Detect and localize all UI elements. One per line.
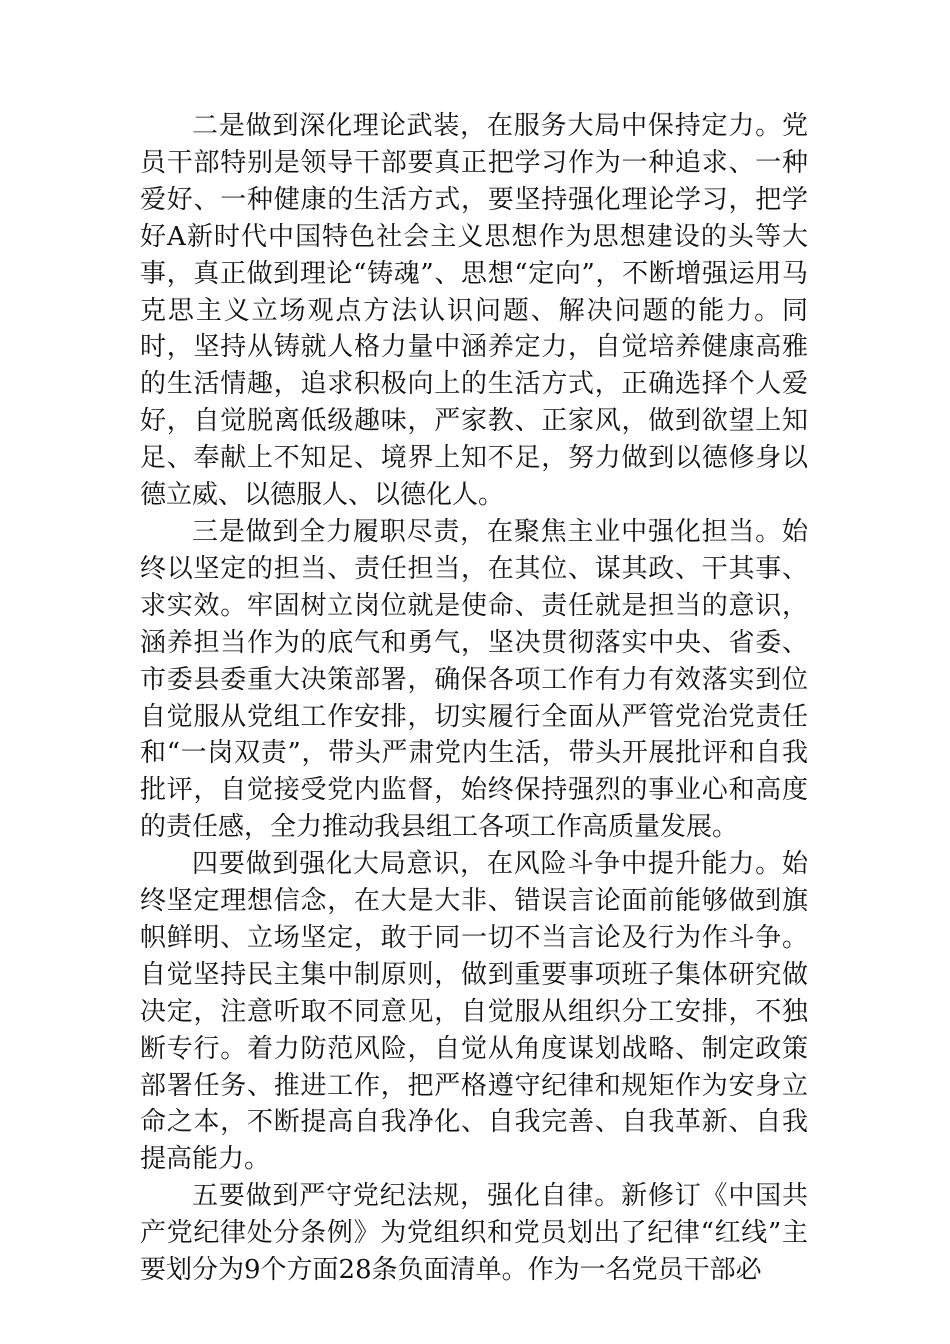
document-body xyxy=(140,108,808,1289)
paragraph-4-overall-awareness: 四要做到强化大局意识，在风险斗争中提升能力。始终坚定理想信念，在大是大非、错误言论面前能够做到旗帜鲜明、立场坚定，敢于同一切不当言论及行为作斗争。自觉坚持民主集中制原则，做到重要事项班子集体研究做决定，注意听取不同意见，自觉服从组织分工安排，不独断专行。着力防范风险，自觉从角度谋划战略、制定政策部署任务、推进工作，把严格遵守纪律和规矩作为安身立命之本，不断提高自我净化、自我完善、自我革新、自我提高能力。 xyxy=(140,849,808,1175)
paragraph-5-party-discipline: 五要做到严守党纪法规，强化自律。新修订《中国共产党纪律处分条例》为党组织和党员划出了纪律“红线”主要划分为9个方面28条负面清单。作为一名党员干部必 xyxy=(140,1181,808,1286)
paragraph-3-fulfill-duties: 三是做到全力履职尽责，在聚焦主业中强化担当。始终以坚定的担当、责任担当，在其位、谋其政、干其事、求实效。牢固树立岗位就是使命、责任就是担当的意识，涵养担当作为的底气和勇气，坚决贯彻落实中央、省委、市委县委重大决策部署，确保各项工作有力有效落实到位自觉服从党组工作安排，切实履行全面从严管党治党责任和“一岗双责”，带头严肃党内生活，带头开展批评和自我批评，自觉接受党内监督，始终保持强烈的事业心和高度的责任感，全力推动我县组工各项工作高质量发展。 xyxy=(140,516,808,843)
paragraph-2-deepen-theory: 二是做到深化理论武装，在服务大局中保持定力。党员干部特别是领导干部要真正把学习作为一种追求、一种爱好、一种健康的生活方式，要坚持强化理论学习，把学好A新时代中国特色社会主义思想作为思想建设的头等大事，真正做到理论“铸魂”、思想“定向”，不断增强运用马克思主义立场观点方法认识问题、解决问题的能力。同时，坚持从铸就人格力量中涵养定力，自觉培养健康高雅的生活情趣，追求积极向上的生活方式，正确选择个人爱好，自觉脱离低级趣味，严家教、正家风，做到欲望上知足、奉献上不知足、境界上知不足，努力做到以德修身以德立威、以德服人、以德化人。 xyxy=(140,111,808,511)
